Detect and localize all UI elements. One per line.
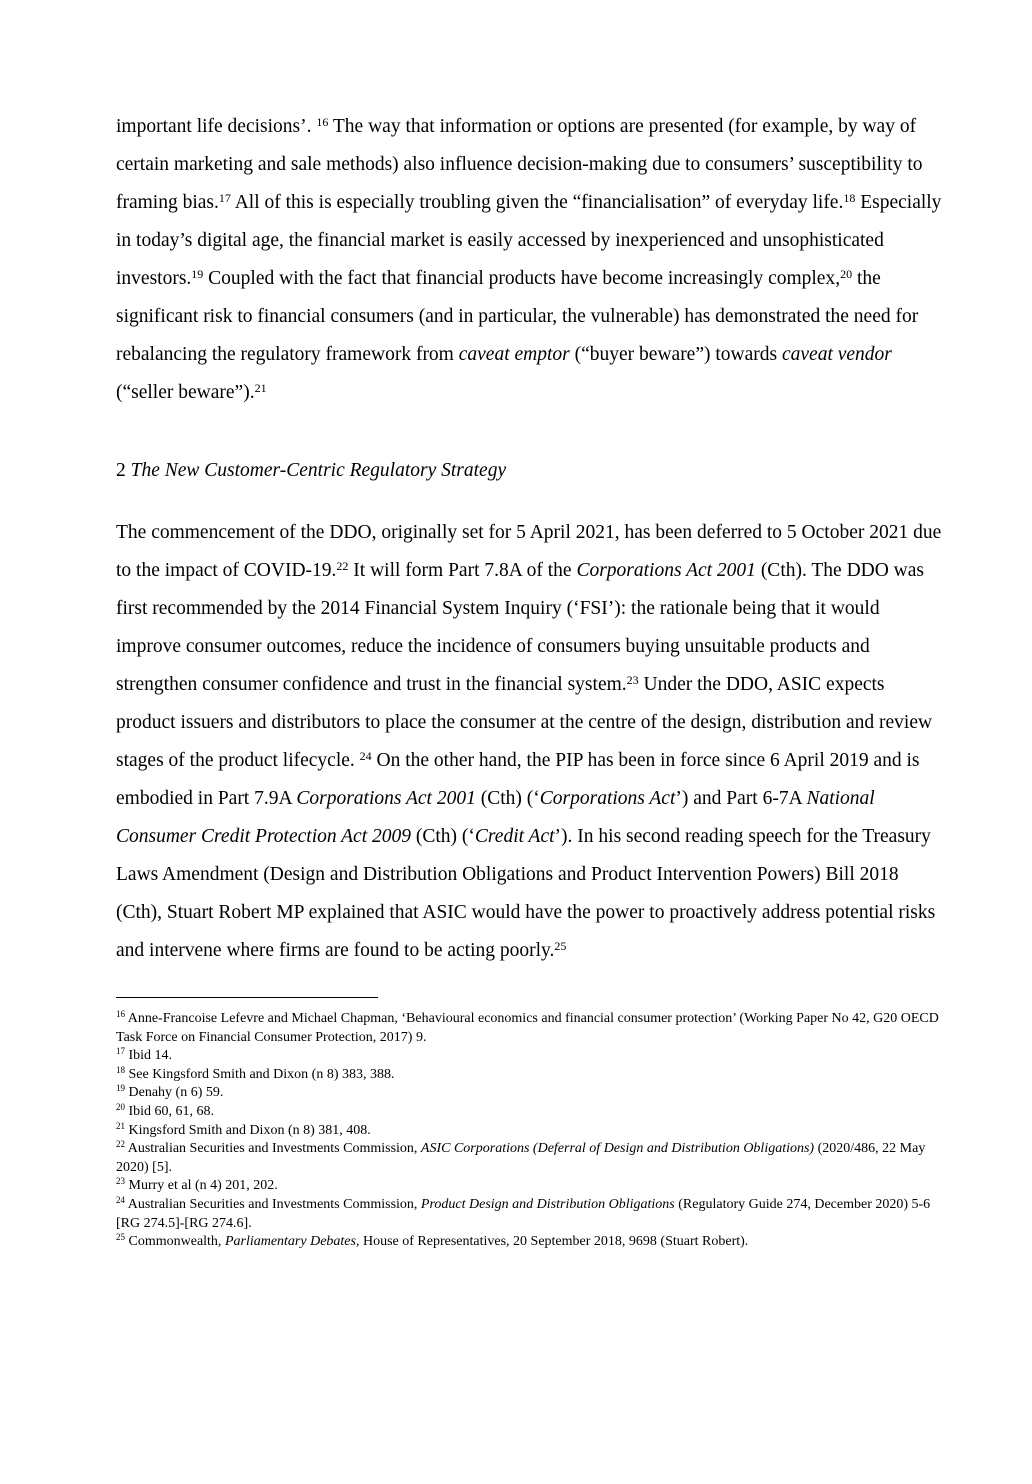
footnote-text: Australian Securities and Investments Commission, [125,1141,421,1157]
text-run: Under the DDO, ASIC expects product issuers and distributors to place the consumer at the centre of the design, distribution and review stages of the product lifecycle. [116,674,933,771]
text-run: On the other hand, the PIP has been in force since 6 April 2019 and is embodied in Part 7.9A [116,750,920,809]
footnote-number: 17 [116,1046,125,1057]
footnote-16 [116,1010,944,1047]
footnote-number: 25 [116,1232,125,1243]
footnote-17 [116,1047,944,1066]
footnote-ref-21[interactable]: 21 [254,381,267,395]
italic-term: Credit Act [474,826,555,847]
document-page [116,108,944,1252]
footnote-number: 19 [116,1083,125,1094]
text-run: Especially in today’s digital age, the financial market is easily accessed by inexperienced and unsophisticated investors. [116,192,942,289]
footnote-text: Murry et al (n 4) 201, 202. [125,1178,278,1194]
footnote-ref-22[interactable]: 22 [336,559,349,573]
text-run: ’). In his second reading speech for the Treasury Laws Amendment (Design and Distribution Obligations and Product Intervention Powers) Bill 2018 (Cth), Stuart Robert MP explained that ASIC would have the power to proactively address potential risks and intervene where firms are found to be acting poorly. [116,826,936,961]
footnote-24 [116,1196,944,1233]
footnote-text: Kingsford Smith and Dixon (n 8) 381, 408. [125,1122,371,1138]
text-run: the significant risk to financial consumers (and in particular, the vulnerable) has demonstrated the need for rebalancing the regulatory framework from [116,268,919,365]
footnote-number: 16 [116,1009,125,1019]
footnote-text: (Regulatory Guide 274, December 2020) 5-6 [RG 274.5]-[RG 274.6]. [116,1196,931,1231]
footnote-number: 18 [116,1064,125,1075]
text-run: (Cth) (‘ [475,788,540,809]
footnote-text: Ibid 60, 61, 68. [125,1103,215,1119]
section-number: 2 [116,460,131,481]
footnote-text: Ibid 14. [125,1048,173,1064]
footnote-separator [116,997,378,998]
footnote-number: 20 [116,1101,125,1112]
footnote-ref-19[interactable]: 19 [191,267,204,281]
text-run: (Cth) (‘ [411,826,475,847]
footnote-number: 23 [116,1176,125,1187]
text-run: The commencement of the DDO, originally set for 5 April 2021, has been deferred to 5 October 2021 due to the impact of COVID-19. [116,522,942,581]
footnote-text: Denahy (n 6) 59. [125,1085,224,1101]
footnote-italic-title: ASIC Corporations (Deferral of Design and Distribution Obligations) [420,1141,815,1157]
footnote-italic-title: Parliamentary Debates, [224,1234,360,1250]
text-run: The way that information or options are presented (for example, by way of certain marketing and sale methods) also influence decision-making due to consumers’ susceptibility to framing bias. [116,116,923,213]
footnote-20 [116,1103,944,1122]
section-title: The New Customer-Centric Regulatory Strategy [130,460,507,481]
footnote-21 [116,1122,944,1141]
text-run: (“seller beware”). [116,382,255,403]
footnote-25 [116,1233,944,1252]
footnote-ref-23[interactable]: 23 [626,673,639,687]
footnote-ref-17[interactable]: 17 [218,191,231,205]
italic-term: caveat vendor [781,344,892,365]
text-run: It will form Part 7.8A of the [348,560,577,581]
text-run: (Cth). The DDO was first recommended by the 2014 Financial System Inquiry (‘FSI’): the rationale being that it would improve consumer outcomes, reduce the incidence of consumers buying unsuitable products and strengthen consumer confidence and trust in the financial system. [116,560,925,695]
footnote-text: Australian Securities and Investments Commission, [125,1196,421,1212]
footnote-23 [116,1177,944,1196]
footnote-number: 24 [116,1194,125,1205]
footnote-text: (2020/486, 22 May 2020) [5]. [116,1141,926,1175]
italic-term: Corporations Act 2001 [576,560,756,581]
body-paragraph-2 [116,514,944,970]
footnote-text: Commonwealth, [125,1234,225,1250]
footnote-number: 21 [116,1120,125,1131]
footnote-text: Anne-Francoise Lefevre and Michael Chapman, ‘Behavioural economics and financial consumer protection’ (Working Paper No 42, G20 OECD Task Force on Financial Consumer Protection, 2017) 9. [116,1011,939,1045]
text-run: important life decisions’. [116,116,317,137]
italic-term: caveat emptor [458,344,570,365]
footnote-number: 22 [116,1139,125,1150]
footnote-22 [116,1140,944,1177]
footnote-text: House of Representatives, 20 September 2018, 9698 (Stuart Robert). [359,1234,749,1250]
italic-term: National Consumer Credit Protection Act 2009 [116,788,875,847]
italic-term: Corporations Act [539,788,676,809]
footnote-ref-20[interactable]: 20 [840,267,853,281]
text-run: Coupled with the fact that financial products have become increasingly complex, [203,268,841,289]
footnote-19 [116,1084,944,1103]
body-paragraph-1 [116,108,944,412]
text-run: ’) and Part 6-7A [675,788,807,809]
section-heading [116,452,944,490]
text-run: (“buyer beware”) towards [569,344,782,365]
footnote-italic-title: Product Design and Distribution Obligations [420,1196,675,1212]
footnote-ref-18[interactable]: 18 [843,191,856,205]
italic-term: Corporations Act 2001 [296,788,476,809]
footnote-ref-24[interactable]: 24 [359,749,372,763]
text-run: All of this is especially troubling given the “financialisation” of everyday life. [230,192,844,213]
footnote-ref-25[interactable]: 25 [554,939,567,953]
footnote-18 [116,1066,944,1085]
footnotes [116,1010,944,1252]
footnote-text: See Kingsford Smith and Dixon (n 8) 383, 388. [125,1066,395,1082]
footnote-ref-16[interactable]: 16 [316,115,329,129]
